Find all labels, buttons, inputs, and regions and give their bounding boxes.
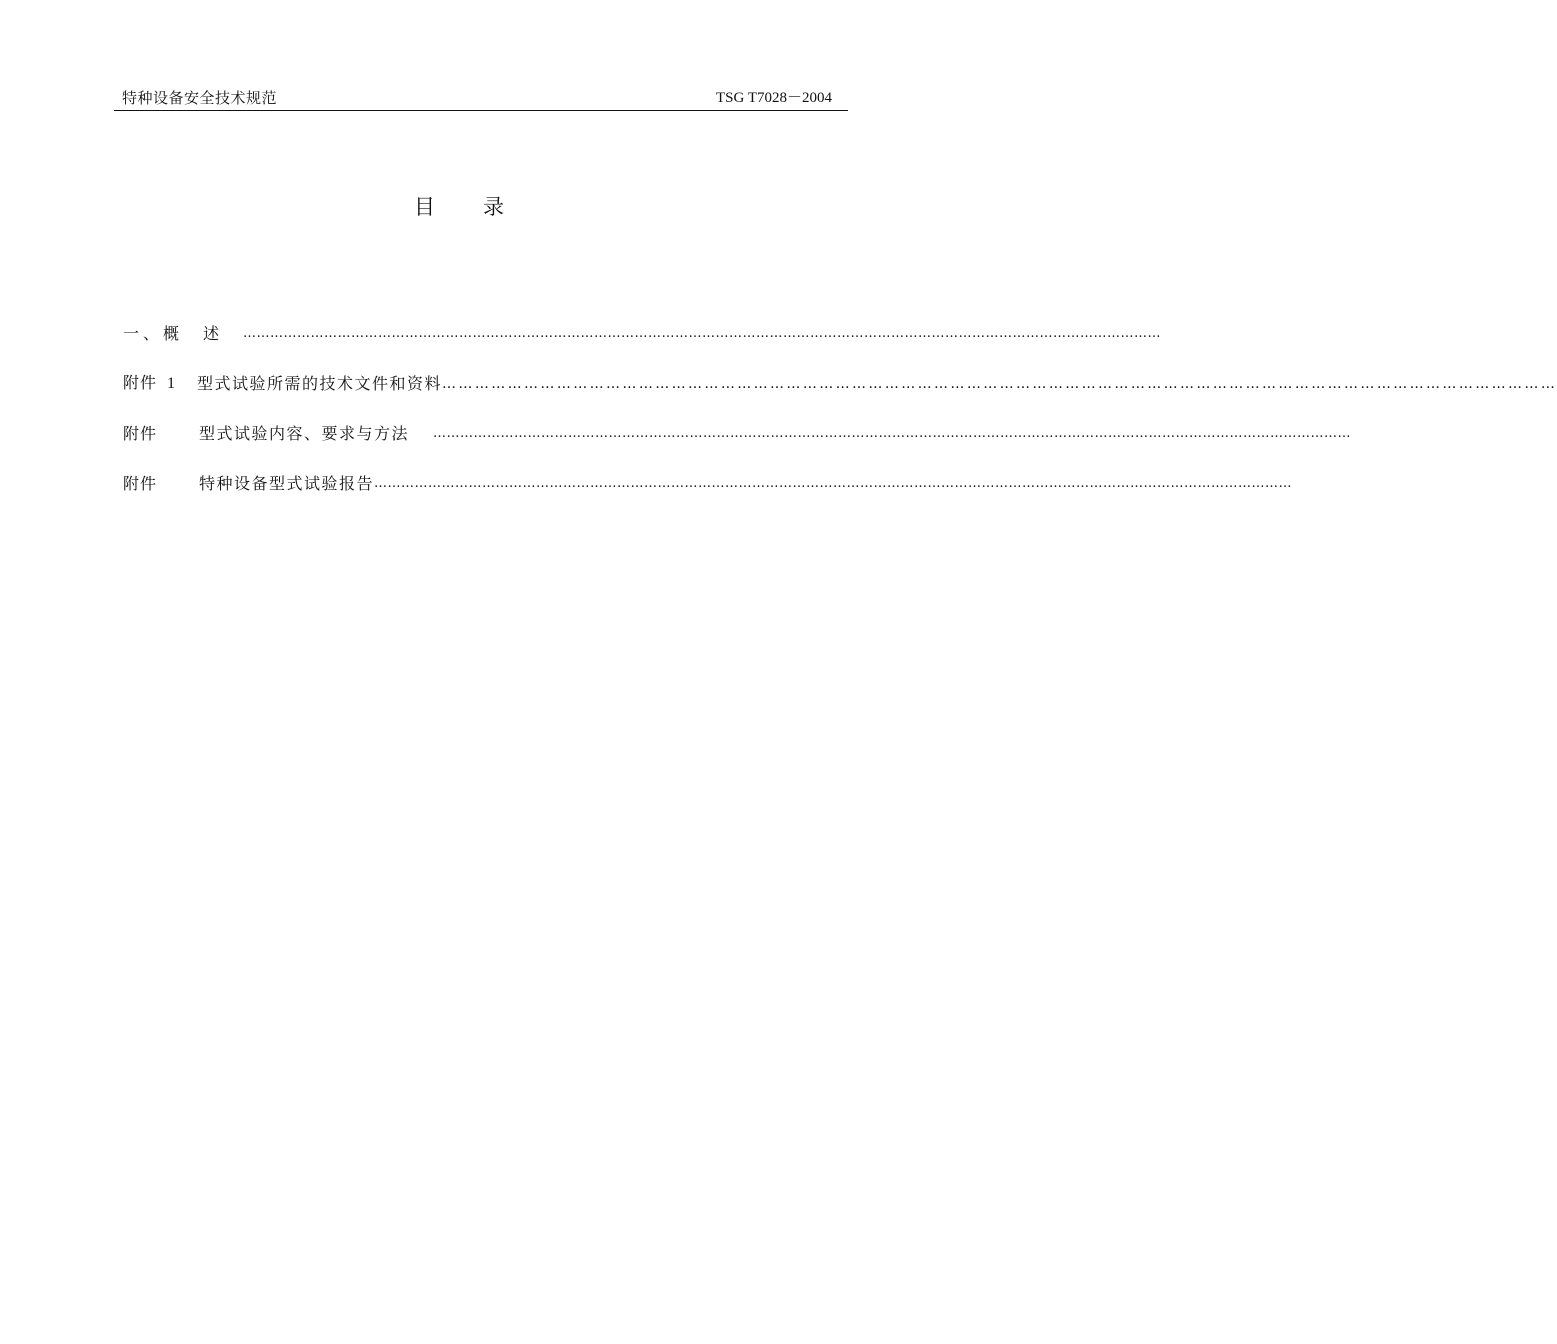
appendix-word: 附件: [123, 373, 158, 392]
header-standard-code: TSG T7028－2004: [716, 90, 832, 106]
toc-entry-label: 型式试验所需的技术文件和资料: [197, 374, 443, 393]
toc-entry-appendix-2[interactable]: [123, 420, 1352, 446]
toc-entry-prefix: 附件: [123, 424, 158, 443]
appendix-number: 1: [167, 375, 177, 392]
toc-dot-leader: ……………………………………………………………………………………………………………………………………………………………………………………: [433, 426, 1352, 441]
toc-entry-label: 型式试验内容、要求与方法: [199, 424, 410, 443]
header-standard-category: 特种设备安全技术规范: [122, 89, 278, 107]
page-header: [114, 88, 848, 111]
toc-title: 目录: [414, 195, 552, 219]
toc-entry-prefix: 附件: [123, 474, 158, 493]
toc-entry-prefix: [123, 371, 197, 396]
toc-entry-label: 特种设备型式试验报告: [199, 474, 375, 493]
toc-entry-overview[interactable]: [123, 320, 1161, 346]
toc-dot-leader: ……………………………………………………………………………………………………………………………………………………………………………………: [442, 376, 1557, 392]
table-of-contents: [123, 320, 1557, 520]
toc-dot-leader: ……………………………………………………………………………………………………………………………………………………………………………………: [243, 326, 1161, 341]
toc-dot-leader: ……………………………………………………………………………………………………………………………………………………………………………………: [374, 476, 1293, 491]
toc-entry-appendix-3[interactable]: [123, 470, 1293, 496]
toc-entry-appendix-1[interactable]: [123, 370, 1557, 396]
toc-entry-prefix: 一、概 述: [123, 324, 224, 343]
